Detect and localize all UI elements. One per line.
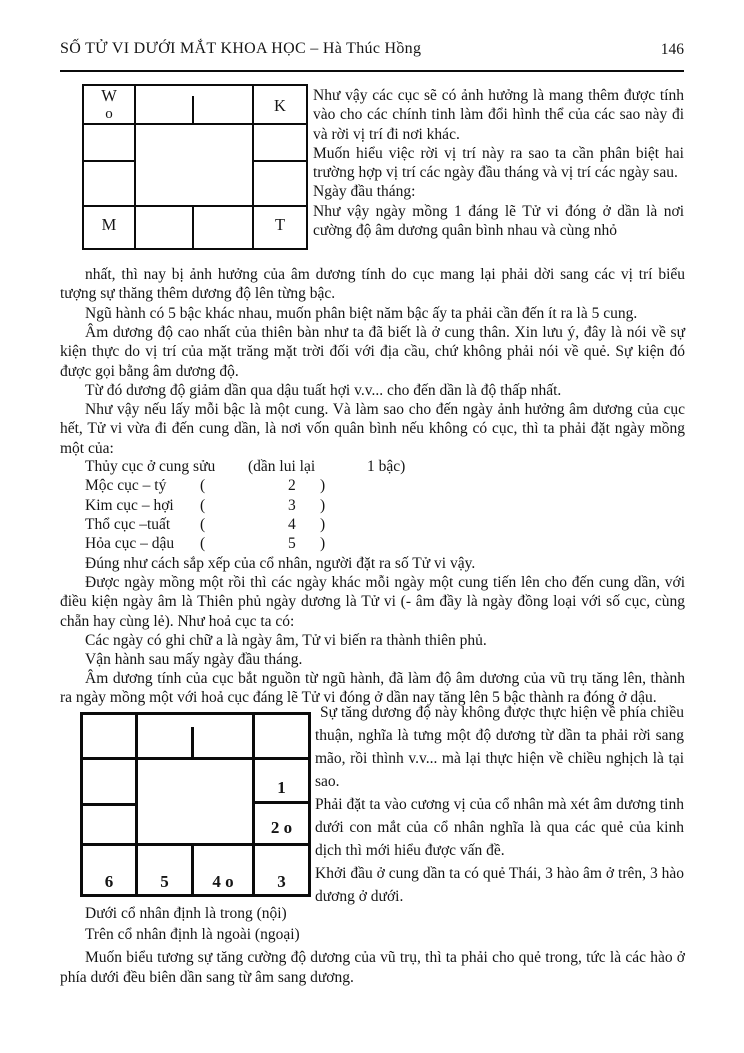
paragraph: Các ngày có ghi chữ a là ngày âm, Tử vi biến ra thành thiên phủ. [85, 632, 487, 649]
grid-line [191, 727, 194, 760]
cuc-list [60, 458, 684, 554]
page-title: SỐ TỬ VI DƯỚI MẮT KHOA HỌC – Hà Thúc Hồng [60, 40, 422, 57]
grid-line [82, 160, 136, 162]
cuc-label: Mộc cục – tý [85, 477, 167, 495]
chart-cell-k: K [274, 96, 286, 115]
list-item [60, 535, 684, 554]
paragraph: Ngày đầu tháng: [313, 183, 416, 201]
page-number: 146 [660, 41, 684, 58]
cuc-note: (dần lui lại [248, 458, 316, 475]
paragraph: Phải đặt ta vào cương vị của cổ nhân mà xét âm dương tinh dưới con mắt của cổ nhân nghĩa là qua các quẻ của kinh dịch thì mới hiểu được vấn đề. [315, 796, 684, 859]
paragraph: Đúng như cách sắp xếp của cổ nhân, người đặt ra số Tử vi vậy. [85, 555, 476, 572]
paragraph: Ngũ hành có 5 bậc khác nhau, muốn phân biệt năm bậc ấy ta phải cần đến ít ra là 5 cung. [85, 305, 638, 322]
grid-line [80, 757, 311, 760]
list-item [60, 497, 684, 516]
cuc-label: Kim cục – hợi [85, 496, 174, 514]
chart-cell-2o: 2 o [270, 818, 293, 837]
grid-line [252, 160, 308, 162]
cuc-label: Thủy cục ở cung sửu [85, 458, 216, 475]
paragraph: Từ đó dương độ giảm dần qua dậu tuất hợi v.v... cho đến dần là độ thấp nhất. [85, 382, 562, 399]
paragraph: Muốn biểu tương sự tăng cường độ dương của vũ trụ, thì ta phải cho quẻ trong, tức là các hào ở phía dưới đều biên dần sang từ âm sang dương. [60, 949, 685, 986]
paren-open: ( [200, 515, 206, 533]
paren-open: ( [200, 496, 206, 514]
chart-cell-1: 1 [277, 778, 286, 797]
list-item [60, 458, 684, 477]
grid-line [80, 712, 311, 715]
header-rule [60, 70, 684, 72]
paragraph: Âm dương độ cao nhất của thiên bàn như ta đã biết là ở cung thân. Xin lưu ý, đây là nói về sự kiện thực do vị trí của mặt trăng mặt trời đối với địa cầu, chứ không phải nói về quẻ. Sự kiện đó được gọi bằng âm dương độ. [60, 324, 685, 380]
grid-line [192, 205, 194, 250]
paren-close: ) [320, 515, 326, 533]
paragraph: Âm dương tính của cục bắt nguồn từ ngũ hành, đã làm độ âm dương của vũ trụ tăng lên, thành ra ngày mồng một với hoả cục đáng lẽ Tử vi đóng ở dần nay tăng lên 5 bậc thành ra đóng ở dậu. [60, 670, 685, 707]
paragraph: Khởi đầu ở cung dần ta có quẻ Thái, 3 hào âm ở trên, 3 hào dương ở dưới. [315, 865, 684, 905]
cuc-value: 4 [288, 515, 296, 533]
cuc-value: 1 bậc) [367, 458, 406, 475]
paragraph: Như vậy ngày mồng 1 đáng lẽ Tử vi đóng ở dần là nơi cường độ âm dương quân bình nhau và cùng nhỏ [313, 202, 684, 240]
grid-line [82, 205, 308, 207]
cuc-value: 2 [288, 477, 296, 495]
grid-line [82, 248, 308, 250]
chart-right-column [315, 701, 684, 908]
list-item [60, 477, 684, 496]
chart-cell-6: 6 [104, 872, 114, 891]
noi-line: Dưới cổ nhân định là trong (nội) [85, 905, 287, 922]
chart-cell-t: T [274, 215, 286, 234]
paragraph: Vận hành sau mấy ngày đầu tháng. [85, 651, 303, 668]
grid-line [308, 712, 311, 897]
paren-open: ( [200, 535, 206, 553]
paragraph: Như vậy nếu lấy mỗi bậc là một cung. Và làm sao cho đến ngày ảnh hưởng âm dương của cục hết, Tử vi vừa đi đến cung dần, là nơi vốn quân bình nếu không có cục, thì ta phải đặt ngày mồng một của: [60, 401, 685, 457]
paren-close: ) [320, 535, 326, 553]
paren-close: ) [320, 496, 326, 514]
list-item [60, 516, 684, 535]
chart-cell-4o: 4 o [212, 872, 234, 891]
ngoai-line: Trên cổ nhân định là ngoài (ngoại) [85, 926, 300, 943]
cuc-label: Hỏa cục – dậu [85, 535, 175, 553]
paragraph: Sự tăng dương độ này không được thực hiện về phía chiều thuận, nghĩa là tưng một độ dương từ dần ta phải rời sang mão, rồi thình v.v... mà lại thực hiện về chiều nghịch là tại sao. [315, 704, 684, 790]
grid-line [252, 801, 311, 804]
grid-line [252, 712, 255, 897]
chart-cell-m: M [101, 215, 117, 234]
grid-line [82, 123, 308, 125]
paren-close: ) [320, 477, 326, 495]
grid-line [80, 803, 138, 806]
paren-open: ( [200, 477, 206, 495]
cuc-value: 5 [288, 535, 296, 553]
cuc-label: Thổ cục –tuất [85, 515, 171, 533]
paragraph: Được ngày mồng một rồi thì các ngày khác mỗi ngày một cung tiến lên cho đến cung dần, với điều kiện ngày âm là Thiên phủ ngày dương là Tử vi (- âm đầy là ngày đồng loại với số cục, cùng chẵn hay cùng lẻ). Như hoả cục ta có: [60, 574, 685, 630]
cuc-value: 3 [288, 496, 296, 514]
grid-line [135, 712, 138, 897]
intro-right-column [313, 86, 684, 240]
grid-line [80, 843, 311, 846]
paragraph: Như vậy các cục sẽ có ảnh hưởng là mang thêm được tính vào cho các chính tinh làm đổi hình thể của các sao này đi và rời vị trí đi nơi khác. [313, 87, 684, 143]
chart-cell-w: W [101, 86, 117, 105]
chart-cell-o: o [105, 106, 113, 122]
paragraph: nhất, thì nay bị ảnh hưởng của âm dương tính do cục mang lại phải dời sang các vị trí biểu tượng sự thăng thêm dương độ lên từng bậc. [60, 266, 685, 303]
tuvi-chart-top [82, 84, 308, 250]
chart-cell-5: 5 [160, 872, 169, 891]
tuvi-chart-bottom [80, 712, 311, 897]
grid-line [80, 894, 311, 897]
chart-cell-3: 3 [277, 872, 286, 891]
grid-line [306, 84, 308, 250]
grid-line [134, 84, 136, 250]
paragraph: Muốn hiểu việc rời vị trí này ra sao ta cần phân biệt hai trường hợp vị trí các ngày đầu tháng và vị trí các ngày sau. [313, 144, 684, 182]
grid-line [192, 96, 194, 125]
